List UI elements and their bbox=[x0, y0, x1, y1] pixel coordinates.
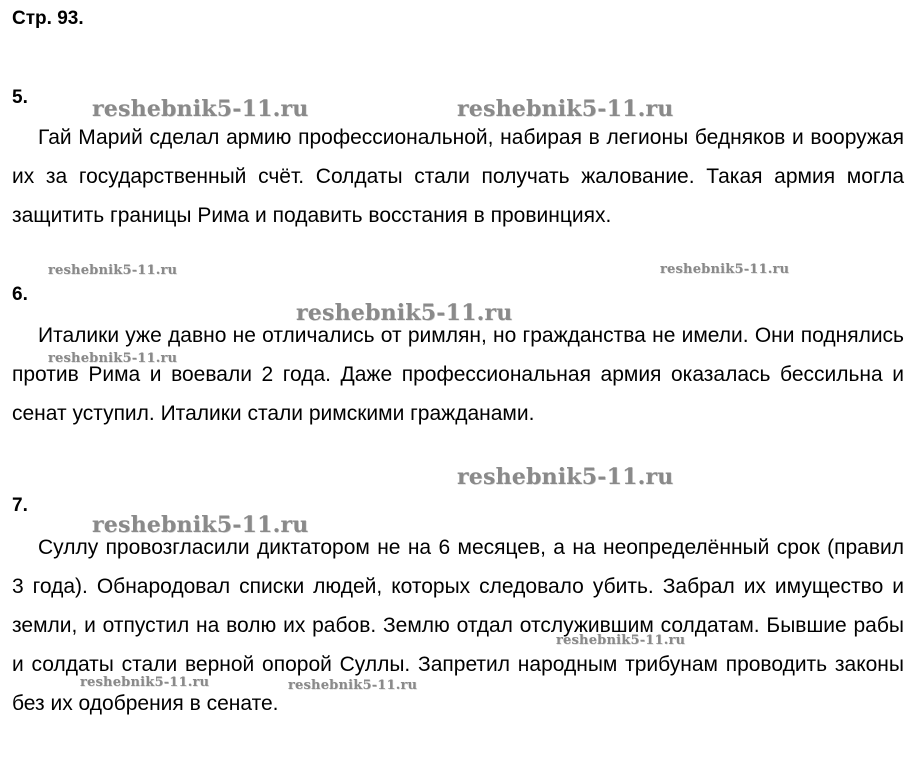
watermark: reshebnik5-11.ru bbox=[80, 675, 210, 690]
task-number-5: 5. bbox=[12, 87, 28, 108]
task-number-7: 7. bbox=[12, 495, 28, 516]
watermark: reshebnik5-11.ru bbox=[288, 678, 418, 693]
watermark: reshebnik5-11.ru bbox=[457, 96, 674, 122]
task-text-7: Суллу провозгласили диктатором не на 6 месяцев, а на неопределённый срок (правил 3 года). Обнародовал списки людей, которых следовало убить. Забрал их имущество и земли, и отпустил на волю их рабов. Землю отдал отслужившим солдатам. Бывшие рабы и солдаты стали верной опорой Суллы. Запретил народным трибунам проводить законы без их одобрения в сенате. bbox=[12, 536, 904, 715]
watermark: reshebnik5-11.ru bbox=[457, 464, 674, 490]
page-title: Стр. 93. bbox=[12, 8, 84, 29]
watermark: reshebnik5-11.ru bbox=[48, 351, 178, 366]
task-number-6: 6. bbox=[12, 284, 28, 305]
watermark: reshebnik5-11.ru bbox=[48, 263, 178, 278]
watermark: reshebnik5-11.ru bbox=[92, 512, 309, 538]
watermark: reshebnik5-11.ru bbox=[296, 300, 513, 326]
task-text-6: Италики уже давно не отличались от римлян, но гражданства не имели. Они поднялись против Рима и воевали 2 года. Даже профессиональная армия оказалась бессильна и сенат уступил. Италики стали римскими гражданами. bbox=[12, 324, 904, 425]
watermark: reshebnik5-11.ru bbox=[92, 96, 309, 122]
watermark: reshebnik5-11.ru bbox=[556, 633, 686, 648]
task-text-5: Гай Марий сделал армию профессиональной, набирая в легионы бедняков и вооружая их за государственный счёт. Солдаты стали получать жалование. Такая армия могла защитить границы Рима и подавить восстания в провинциях. bbox=[12, 126, 904, 227]
watermark: reshebnik5-11.ru bbox=[660, 262, 790, 277]
